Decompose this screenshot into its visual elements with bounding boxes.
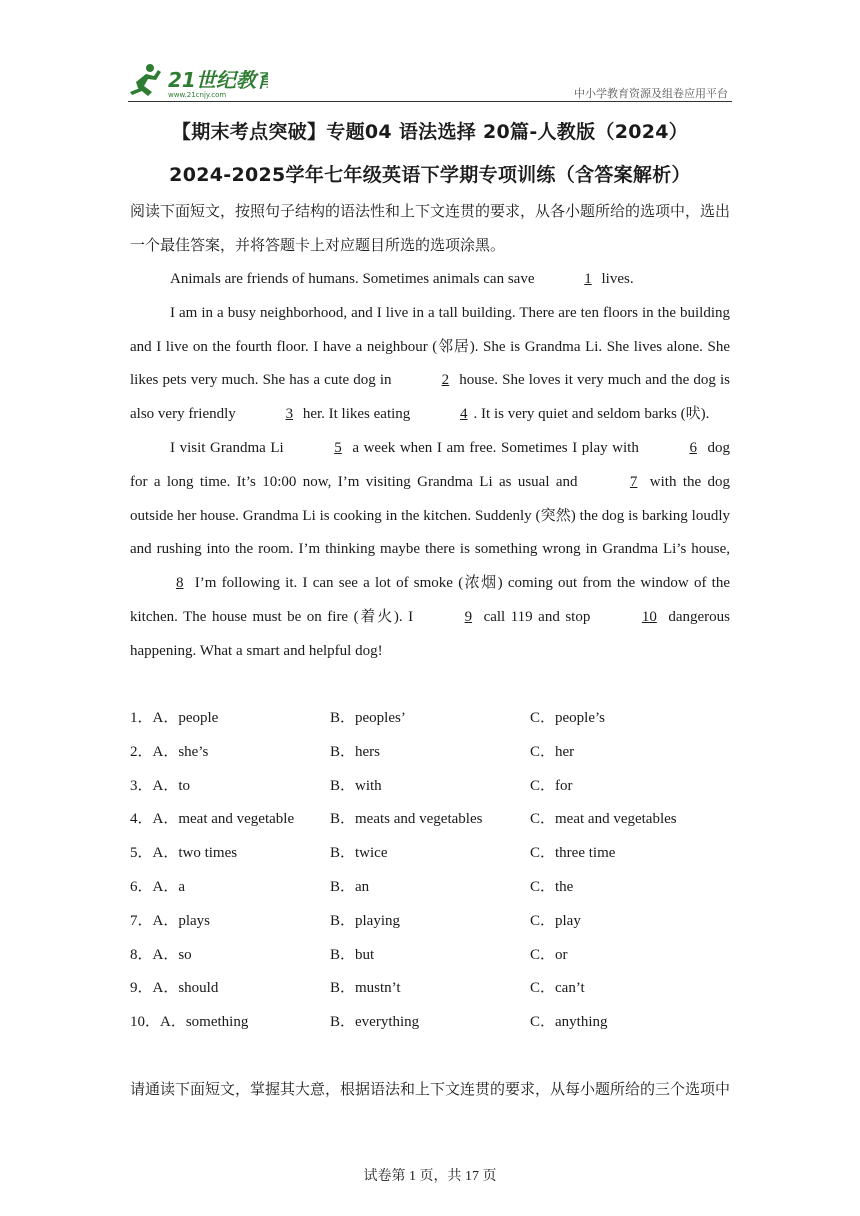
option-c[interactable]: C．play [530, 912, 581, 929]
blank-8: 8 [176, 575, 184, 592]
document-title-line1: 【期末考点突破】专题04 语法选择 20篇-人教版（2024） [171, 121, 689, 143]
option-b[interactable]: B．twice [330, 845, 388, 862]
question-row [130, 939, 730, 973]
option-c[interactable]: C．can’t [530, 980, 585, 997]
option-c[interactable]: C．the [530, 878, 574, 895]
blank-10: 10 [641, 608, 657, 625]
answer-options [130, 702, 730, 1040]
option-a[interactable]: 4．A．meat and vegetable [130, 811, 295, 828]
option-b[interactable]: B．mustn’t [330, 980, 401, 997]
page-footer: 试卷第 1 页，共 17 页 [363, 1169, 497, 1184]
option-b[interactable]: B．but [330, 946, 375, 963]
header-divider [128, 101, 732, 102]
option-c[interactable]: C．anything [530, 1014, 608, 1031]
document-title-line2: 2024-2025学年七年级英语下学期专项训练（含答案解析） [169, 164, 691, 186]
question-row [130, 736, 730, 770]
blank-1: 1 [584, 271, 592, 287]
option-c[interactable]: C．or [530, 946, 568, 963]
question-row [130, 905, 730, 939]
blank-9: 9 [464, 608, 473, 625]
option-a[interactable]: 1．A．people [130, 710, 219, 726]
logo-text: 21世纪教育 [168, 68, 268, 92]
instructions: 阅读下面短文，按照句子结构的语法性和上下文连贯的要求，从各小题所给的选项中，选出一个最佳答案，并将答题卡上对应题目所选的选项涂黑。 [130, 204, 731, 254]
passage-paragraph: I am in a busy neighborhood, and I live in a tall building. There are ten floors in the building and I live on the fourth floor. I have a neighbour (邻居). She is Grandma Li. She lives alone. She likes pets very much. She has a cute dog in 2 house. She loves it very much and the dog is also very friendly 3 her. It likes eating 4 . It is very quiet and seldom barks (吠). [130, 297, 730, 432]
passage-paragraph: Animals are friends of humans. Sometimes animals can save 1 lives. [130, 263, 730, 297]
brand-logo [128, 62, 268, 100]
question-row [130, 702, 730, 736]
question-row [130, 871, 730, 905]
option-c[interactable]: C．people’s [530, 710, 605, 726]
question-row [130, 837, 730, 871]
option-b[interactable]: B．playing [330, 912, 400, 929]
option-b[interactable]: B．peoples’ [330, 710, 406, 726]
logo-url: www.21cnjy.com [168, 91, 227, 99]
blank-6: 6 [689, 439, 697, 456]
blank-3: 3 [285, 406, 294, 423]
question-row [130, 972, 730, 1006]
option-a[interactable]: 9．A．should [130, 980, 219, 997]
option-b[interactable]: B．hers [330, 743, 380, 760]
option-b[interactable]: B．meats and vegetables [330, 811, 483, 828]
blank-5: 5 [334, 439, 342, 456]
question-row [130, 1006, 730, 1040]
option-c[interactable]: C．three time [530, 845, 616, 862]
next-section-instructions: 请通读下面短文，掌握其大意，根据语法和上下文连贯的要求，从每小题所给的三个选项中 [130, 1082, 731, 1098]
blank-4: 4 [460, 406, 468, 423]
option-a[interactable]: 8．A．so [130, 946, 192, 963]
option-a[interactable]: 2．A．she’s [130, 743, 209, 760]
option-b[interactable]: B．with [330, 777, 382, 794]
question-row [130, 803, 730, 837]
blank-7: 7 [629, 473, 638, 490]
option-b[interactable]: B．everything [330, 1014, 420, 1031]
header-tagline: 中小学教育资源及组卷应用平台 [574, 87, 728, 100]
passage-paragraph: I visit Grandma Li 5 a week when I am free. Sometimes I play with 6 dog for a long time. It’s 10:00 now, I’m visiting Grandma Li as usual and 7 with the dog outside her house. Grandma Li is cooking in the kitchen. Suddenly (突然) the dog is barking loudly and rushing into the room. I’m thinking maybe there is something wrong in Grandma Li’s house, 8 I’m following it. I can see a lot of smoke (浓烟) coming out from the window of the kitchen. The house must be on fire (着火). I 9 call 119 and stop 10 dangerous happening. What a smart and helpful dog! [130, 432, 730, 669]
option-a[interactable]: 5．A．two times [130, 845, 238, 862]
option-a[interactable]: 7．A．plays [130, 912, 210, 929]
blank-2: 2 [441, 372, 450, 389]
option-a[interactable]: 6．A．a [130, 878, 185, 895]
reading-passage [130, 263, 730, 669]
option-c[interactable]: C．for [530, 777, 573, 794]
option-c[interactable]: C．her [530, 743, 575, 760]
option-a[interactable]: 3．A．to [130, 777, 191, 794]
option-c[interactable]: C．meat and vegetables [530, 811, 677, 828]
question-row [130, 770, 730, 804]
option-a[interactable]: 10．A．something [130, 1014, 249, 1031]
option-b[interactable]: B．an [330, 878, 370, 895]
page-header [128, 62, 732, 102]
